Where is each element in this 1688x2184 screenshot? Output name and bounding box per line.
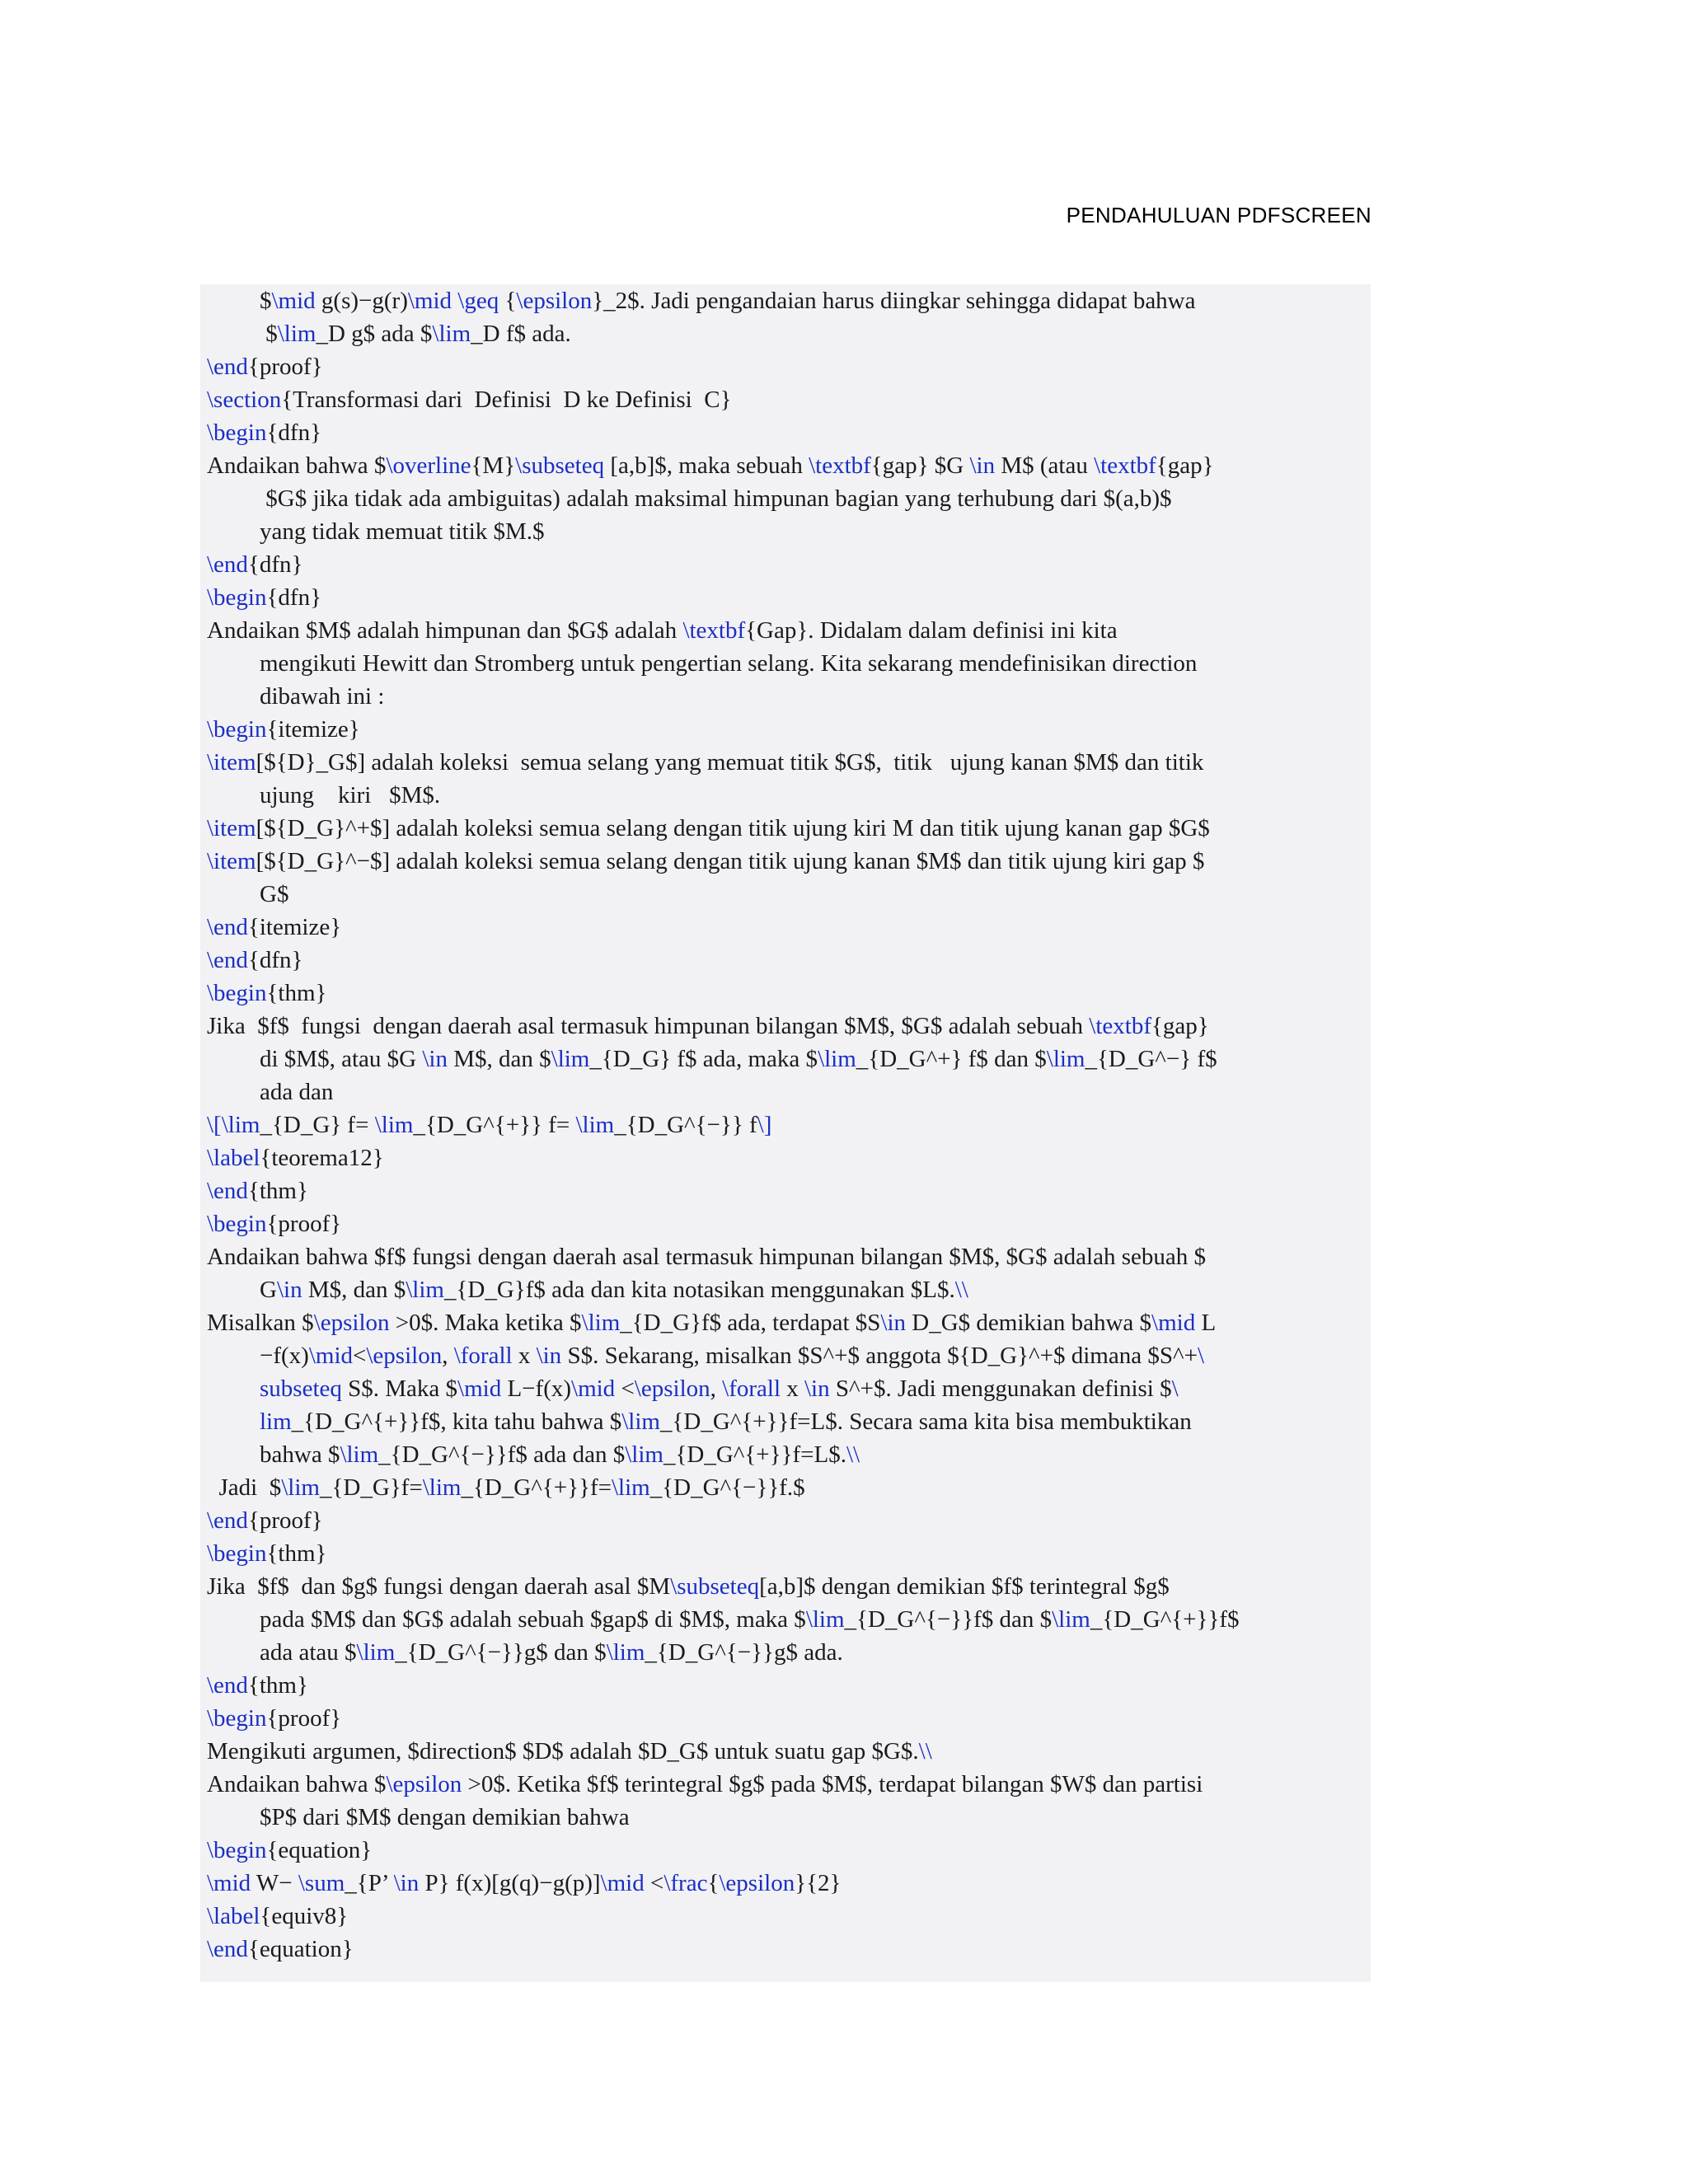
latex-command: \epsilon [634, 1376, 710, 1402]
code-text: _{D_G}f$ ada, terdapat $S [620, 1310, 881, 1336]
latex-command: \\ [918, 1738, 932, 1765]
latex-command: \mid [207, 1870, 251, 1896]
code-text: −f(x) [260, 1343, 309, 1369]
latex-command: \ [1171, 1376, 1179, 1402]
latex-command: \end [207, 1507, 248, 1534]
code-text: _{D_G^{−}}g$ dan $ [395, 1639, 607, 1666]
code-text: _{D_G^+} f$ dan $ [856, 1046, 1047, 1072]
latex-command: \mid [600, 1870, 645, 1896]
code-line [207, 581, 321, 614]
latex-command: \end [207, 914, 248, 940]
code-text: {itemize} [266, 716, 360, 743]
latex-command: \textbf [1094, 452, 1156, 479]
latex-command: \end [207, 1936, 248, 1962]
code-text: G$ [260, 881, 289, 907]
latex-command: \subseteq [515, 452, 605, 479]
latex-command: \lim [340, 1441, 379, 1468]
code-line [207, 1174, 308, 1207]
code-text: _{D_G^{+}}f$ [1090, 1606, 1240, 1633]
code-text: {gap} [1156, 452, 1214, 479]
code-line [260, 515, 545, 548]
latex-command: \lim [1046, 1046, 1085, 1072]
running-header: PENDAHULUAN PDFSCREEN [1066, 203, 1372, 227]
code-text: [a,b]$, maka sebuah [604, 452, 809, 479]
code-text: }_2$. Jadi pengandaian harus diingkar sehingga didapat bahwa [592, 288, 1196, 314]
latex-command: \end [207, 1178, 248, 1204]
code-line [260, 647, 1197, 680]
code-line [207, 1933, 354, 1966]
code-line [207, 548, 302, 581]
code-text: {gap} [1151, 1013, 1209, 1039]
latex-command: \in [969, 452, 996, 479]
latex-command: subseteq [260, 1376, 342, 1402]
latex-command: \lim [281, 1474, 320, 1501]
code-text: { [499, 288, 517, 314]
code-line [207, 1900, 348, 1933]
latex-command: \lim [277, 321, 316, 347]
latex-command: \mid [457, 1376, 502, 1402]
code-line [207, 1010, 1209, 1043]
latex-command: \mid [271, 288, 316, 314]
code-line [260, 1339, 1204, 1372]
latex-command: \lim [805, 1606, 845, 1633]
code-text: S^+$. Jadi menggunakan definisi $ [829, 1376, 1172, 1402]
latex-command: \end [207, 551, 248, 578]
code-line [207, 614, 1118, 647]
code-line [207, 812, 1210, 845]
code-text: [a,b]$ dengan demikian $f$ terintegral $g$ [759, 1573, 1170, 1600]
code-line [207, 845, 1204, 878]
code-text: {proof} [266, 1705, 342, 1732]
latex-command: \mid [407, 288, 452, 314]
code-line [207, 1570, 1170, 1603]
code-line [260, 1372, 1179, 1405]
code-line [260, 1273, 968, 1306]
code-line [207, 350, 323, 383]
code-line [260, 1438, 860, 1471]
code-line [260, 1405, 1192, 1438]
code-text: {gap} $G [870, 452, 970, 479]
latex-command: \lim [374, 1112, 414, 1138]
code-text: {dfn} [266, 419, 321, 446]
code-text: pada $M$ dan $G$ adalah sebuah $gap$ di $M$, maka $ [260, 1606, 806, 1633]
latex-command: \end [207, 354, 248, 380]
code-text: S$. Sekarang, misalkan $S^+$ anggota ${D_G}^+$ dimana $S^+ [561, 1343, 1198, 1369]
code-text: {thm} [266, 1540, 327, 1567]
latex-command: \\ [954, 1277, 968, 1303]
latex-command: \epsilon [386, 1771, 462, 1797]
code-text: _{D_G^{+}} f= [413, 1112, 576, 1138]
code-line [207, 713, 360, 746]
code-text: _{D_G} f$ ada, maka $ [589, 1046, 818, 1072]
latex-command: \lim [621, 1408, 660, 1435]
latex-command: \epsilon [366, 1343, 443, 1369]
latex-command: \textbf [1089, 1013, 1151, 1039]
latex-command: \overline [386, 452, 471, 479]
latex-command: \item [207, 848, 256, 874]
code-text: {thm} [247, 1178, 308, 1204]
code-text: Jadi $ [207, 1474, 282, 1501]
code-text: $ [260, 321, 278, 347]
code-line [260, 1076, 333, 1108]
code-text: {proof} [247, 1507, 323, 1534]
latex-command: \lim [606, 1639, 645, 1666]
code-text: _{D_G^{+}}f$, kita tahu bahwa $ [291, 1408, 622, 1435]
code-text: _{D_G}f$ ada dan kita notasikan menggunakan $L$. [443, 1277, 955, 1303]
latex-command: \lim [611, 1474, 650, 1501]
latex-command: \sum [298, 1870, 345, 1896]
code-line [207, 1306, 1216, 1339]
latex-command: \in [536, 1343, 562, 1369]
code-line [207, 944, 302, 977]
code-text: _{D_G^{−}}g$ ada. [645, 1639, 843, 1666]
latex-code-listing [200, 284, 1371, 1982]
code-text: _D f$ ada. [471, 321, 571, 347]
latex-command: \lim [1052, 1606, 1090, 1633]
code-text: Andaikan bahwa $ [207, 1771, 387, 1797]
code-text: < [644, 1870, 664, 1896]
latex-command: \forall [722, 1376, 781, 1402]
code-line [207, 911, 341, 944]
latex-command: \epsilon [719, 1870, 795, 1896]
code-text: , [710, 1376, 723, 1402]
code-text: {teorema12} [260, 1145, 384, 1171]
code-text: Misalkan $ [207, 1310, 314, 1336]
latex-command: \label [207, 1903, 260, 1929]
code-text: _{D_G^{+}}f=L$. Secara sama kita bisa membuktikan [659, 1408, 1192, 1435]
latex-command: \item [207, 749, 256, 776]
code-text: _{D_G^−} f$ [1085, 1046, 1217, 1072]
code-text: $G$ jika tidak ada ambiguitas) adalah maksimal himpunan bagian yang terhubung dari $(a,b)$ [260, 485, 1172, 512]
code-text: M$ (atau [995, 452, 1095, 479]
latex-command: \lim [575, 1112, 615, 1138]
latex-command: \begin [207, 1837, 267, 1863]
code-line [260, 1603, 1240, 1636]
code-text: mengikuti Hewitt dan Stromberg untuk pengertian selang. Kita sekarang mendefinisikan direction [260, 650, 1198, 677]
code-text: ujung kiri $M$. [260, 782, 441, 808]
latex-command: \subseteq [670, 1573, 760, 1600]
code-line [260, 317, 571, 350]
latex-command: \begin [207, 980, 267, 1006]
code-line [207, 1768, 1203, 1801]
latex-command: \epsilon [516, 288, 593, 314]
latex-command: \lim [221, 1112, 260, 1138]
latex-command: \in [276, 1277, 302, 1303]
latex-command: \frac [663, 1870, 708, 1896]
code-line [207, 1504, 323, 1537]
code-line [207, 1108, 771, 1141]
code-text: < [353, 1343, 367, 1369]
code-line [260, 284, 1196, 317]
code-line [260, 1043, 1217, 1076]
latex-command: \mid [1151, 1310, 1196, 1336]
code-text: _{D_G}f= [319, 1474, 423, 1501]
code-text: $P$ dari $M$ dengan demikian bahwa [260, 1804, 630, 1830]
code-text: _{D_G} f= [260, 1112, 375, 1138]
code-text: {equation} [266, 1837, 373, 1863]
code-text: >0$. Maka ketika $ [389, 1310, 582, 1336]
code-text: S$. Maka $ [341, 1376, 458, 1402]
code-line [207, 1669, 308, 1702]
latex-command: \geq [457, 288, 499, 314]
code-line [207, 746, 1203, 779]
latex-command: \] [757, 1112, 772, 1138]
code-text: x [781, 1376, 804, 1402]
latex-command: \textbf [682, 617, 746, 644]
code-text: ada atau $ [260, 1639, 357, 1666]
code-line [207, 1702, 341, 1735]
code-text: [${D_G}^−$] adalah koleksi semua selang dengan titik ujung kanan $M$ dan titik ujung kiri gap $ [256, 848, 1205, 874]
code-line [207, 1735, 932, 1768]
latex-command: \\ [846, 1441, 860, 1468]
code-text: {Gap}. Didalam dalam definisi ini kita [745, 617, 1118, 644]
code-text: Mengikuti argumen, $direction$ $D$ adalah $D_G$ untuk suatu gap $G$. [207, 1738, 919, 1765]
code-text: P} f(x)[g(q)−g(p)] [419, 1870, 601, 1896]
code-text: _{P’ [345, 1870, 394, 1896]
latex-command: \lim [406, 1277, 444, 1303]
code-text: {equation} [247, 1936, 354, 1962]
code-line [260, 1636, 843, 1669]
latex-command: \in [804, 1376, 830, 1402]
latex-command: \end [207, 947, 248, 973]
code-text: x [512, 1343, 537, 1369]
latex-command: \[ [207, 1112, 222, 1138]
latex-command: \lim [432, 321, 471, 347]
code-text: M$, dan $ [302, 1277, 406, 1303]
code-text: {proof} [247, 354, 323, 380]
latex-command: \label [207, 1145, 260, 1171]
code-text: dibawah ini : [260, 683, 385, 710]
latex-command: \begin [207, 419, 267, 446]
code-text: {Transformasi dari Definisi D ke Definisi C} [281, 387, 732, 413]
code-text: D_G$ demikian bahwa $ [906, 1310, 1152, 1336]
code-text: _{D_G^{+}}f=L$. [663, 1441, 846, 1468]
code-line [260, 878, 288, 911]
latex-command: \begin [207, 1705, 267, 1732]
latex-command: \begin [207, 1211, 267, 1237]
code-text: Andaikan $M$ adalah himpunan dan $G$ adalah [207, 617, 683, 644]
code-text: {thm} [247, 1672, 308, 1699]
code-text: {dfn} [266, 584, 321, 611]
code-text: {dfn} [247, 947, 303, 973]
latex-command: \mid [308, 1343, 353, 1369]
latex-command: \begin [207, 1540, 267, 1567]
code-text: , [442, 1343, 454, 1369]
code-line [207, 1207, 341, 1240]
code-text: _{D_G^{+}}f= [461, 1474, 612, 1501]
latex-command: \lim [551, 1046, 590, 1072]
code-line [207, 1867, 841, 1900]
code-text: >0$. Ketika $f$ terintegral $g$ pada $M$, terdapat bilangan $W$ dan partisi [462, 1771, 1203, 1797]
code-text: [${D}_G$] adalah koleksi semua selang yang memuat titik $G$, titik ujung kanan $M$ dan titik [256, 749, 1204, 776]
code-text: {proof} [266, 1211, 342, 1237]
code-text: G [260, 1277, 277, 1303]
latex-command: \end [207, 1672, 248, 1699]
code-line [207, 1537, 326, 1570]
code-line [207, 416, 321, 449]
latex-command: \lim [422, 1474, 462, 1501]
code-text: {thm} [266, 980, 327, 1006]
latex-command: \mid [571, 1376, 616, 1402]
code-text: ada dan [260, 1079, 334, 1105]
latex-command: \begin [207, 584, 267, 611]
latex-command: \in [422, 1046, 448, 1072]
code-text: {dfn} [247, 551, 303, 578]
latex-command: \section [207, 387, 282, 413]
latex-command: \in [880, 1310, 907, 1336]
code-text: _{D_G^{−}}f$ ada dan $ [378, 1441, 626, 1468]
latex-command: \forall [453, 1343, 513, 1369]
code-text: L [1195, 1310, 1217, 1336]
latex-command: lim [260, 1408, 292, 1435]
code-text: L−f(x) [501, 1376, 572, 1402]
code-text: _{D_G^{−}} f [614, 1112, 757, 1138]
latex-command: \lim [625, 1441, 663, 1468]
code-text: $ [260, 288, 272, 314]
code-text: M$, dan $ [447, 1046, 551, 1072]
code-line [260, 779, 440, 812]
code-line [260, 680, 384, 713]
code-text: _{D_G^{−}}f$ dan $ [844, 1606, 1053, 1633]
code-text: [${D_G}^+$] adalah koleksi semua selang dengan titik ujung kiri M dan titik ujung kanan gap $G$ [256, 815, 1210, 841]
code-line [260, 1801, 630, 1834]
latex-command: \textbf [809, 452, 871, 479]
code-line [207, 1471, 805, 1504]
code-text: {itemize} [247, 914, 342, 940]
code-text: Jika $f$ fungsi dengan daerah asal termasuk himpunan bilangan $M$, $G$ adalah sebuah [207, 1013, 1090, 1039]
code-text: < [615, 1376, 635, 1402]
code-line [207, 1834, 372, 1867]
code-text: bahwa $ [260, 1441, 340, 1468]
code-text: g(s)−g(r) [315, 288, 408, 314]
code-line [207, 449, 1214, 482]
code-text: }{2} [795, 1870, 842, 1896]
code-line [207, 1240, 1206, 1273]
code-text: { [707, 1870, 720, 1896]
code-text: {M} [471, 452, 516, 479]
code-text: Andaikan bahwa $f$ fungsi dengan daerah asal termasuk himpunan bilangan $M$, $G$ adalah sebuah $ [207, 1244, 1207, 1270]
code-line [207, 383, 732, 416]
code-text: Jika $f$ dan $g$ fungsi dengan daerah asal $M [207, 1573, 671, 1600]
code-text: W− [251, 1870, 298, 1896]
code-line [207, 977, 326, 1010]
latex-command: \ [1197, 1343, 1205, 1369]
latex-command: \epsilon [313, 1310, 390, 1336]
code-text: yang tidak memuat titik $M.$ [260, 518, 545, 545]
latex-command: \lim [356, 1639, 396, 1666]
code-line [260, 482, 1172, 515]
code-text: _D g$ ada $ [316, 321, 433, 347]
latex-command: \lim [818, 1046, 856, 1072]
latex-command: \in [393, 1870, 420, 1896]
code-text: {equiv8} [260, 1903, 349, 1929]
code-text: Andaikan bahwa $ [207, 452, 387, 479]
code-line [207, 1141, 384, 1174]
code-text: di $M$, atau $G [260, 1046, 423, 1072]
latex-command: \item [207, 815, 256, 841]
code-text: _{D_G^{−}}f.$ [649, 1474, 805, 1501]
latex-command: \lim [581, 1310, 621, 1336]
latex-command: \begin [207, 716, 267, 743]
